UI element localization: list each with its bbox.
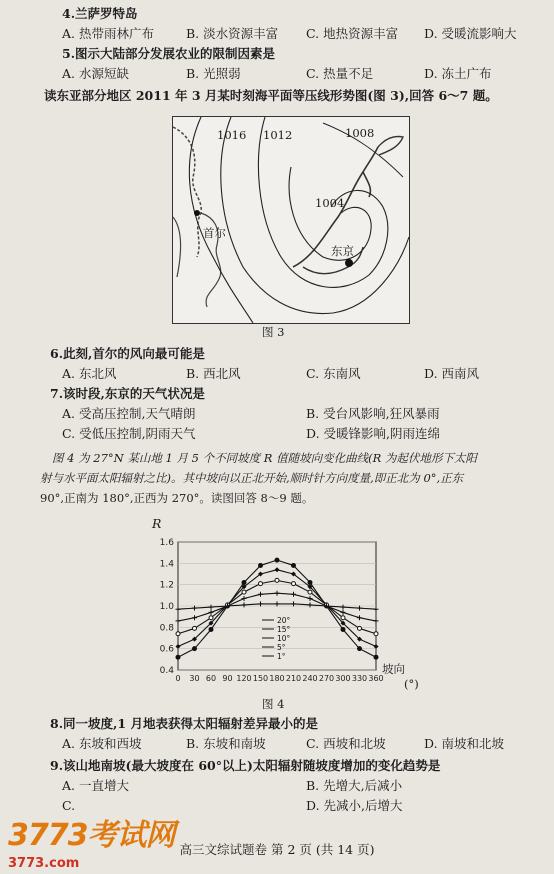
series-point <box>209 610 214 615</box>
series-point <box>291 601 296 606</box>
series-point <box>374 644 379 649</box>
isobar-label-1012: 1012 <box>263 128 293 142</box>
q9-option-c: C. <box>62 798 76 813</box>
series-point <box>275 578 279 582</box>
q9-stem: 9.该山地南坡(最大坡度在 60°以上)太阳辐射随坡度增加的变化趋势是 <box>50 758 441 773</box>
legend-label: 5° <box>277 643 286 652</box>
isobar-label-1016: 1016 <box>217 128 247 142</box>
legend-label: 15° <box>277 625 291 634</box>
series-point <box>176 618 181 623</box>
y-tick-label: 1.6 <box>159 538 174 548</box>
chart-intro-line-1: 图 4 为 27°N 某山地 1 月 5 个不同坡度 R 值随坡向变化曲线(R 为起伏地形下太阳 <box>52 451 477 465</box>
series-point <box>358 647 362 651</box>
q5-stem: 5.图示大陆部分发展农业的限制因素是 <box>62 46 276 61</box>
legend-label: 10° <box>277 634 291 643</box>
series-point <box>275 601 280 606</box>
series-point <box>242 590 246 594</box>
series-point <box>374 607 379 612</box>
q5-option-d: D. 冻土广布 <box>424 66 492 81</box>
q8-stem: 8.同一坡度,1 月地表获得太阳辐射差异最小的是 <box>50 716 318 731</box>
page-footer: 高三文综试题卷 第 2 页 (共 14 页) <box>179 842 375 857</box>
q8-option-c: C. 西坡和北坡 <box>306 736 386 751</box>
x-tick-label: 60 <box>205 674 217 683</box>
series-point <box>193 626 197 630</box>
series-point <box>275 558 279 562</box>
radiation-chart <box>150 536 382 698</box>
y-tick-label: 0.6 <box>159 644 174 655</box>
series-point <box>341 605 346 610</box>
q9-option-a: A. 一直增大 <box>62 778 129 793</box>
x-tick-label: 360 <box>368 674 384 683</box>
x-tick-label: 0 <box>175 674 181 683</box>
isobar-label-1004: 1004 <box>315 196 345 210</box>
series-point <box>259 582 263 586</box>
q9-option-b: B. 先增大,后减小 <box>306 778 403 793</box>
chart-ylabel: R <box>152 516 162 531</box>
q7-option-c: C. 受低压控制,阴雨天气 <box>62 426 196 441</box>
series-point <box>209 627 213 631</box>
q7-option-a: A. 受高压控制,天气晴朗 <box>62 406 196 421</box>
map-intro: 读东亚部分地区 2011 年 3 月某时刻海平面等压线形势图(图 3),回答 6～7 题。 <box>44 88 498 103</box>
y-tick-label: 1.4 <box>159 559 174 570</box>
q9-option-d: D. 先减小,后增大 <box>306 798 403 813</box>
series-point <box>176 644 181 649</box>
series-point <box>291 592 296 597</box>
isobar-map <box>172 116 410 324</box>
x-tick-label: 210 <box>285 674 302 683</box>
city-seoul: 首尔 <box>203 226 226 240</box>
chart-x-unit: (°) <box>404 677 419 691</box>
q6-option-d: D. 西南风 <box>424 366 480 381</box>
chart-xlabel: 坡向 <box>382 662 405 676</box>
series-point <box>209 616 213 620</box>
logo-name: 3773考试网 <box>8 818 175 853</box>
q8-option-d: D. 南坡和北坡 <box>424 736 505 751</box>
y-tick-label: 1.2 <box>159 580 174 591</box>
series-point <box>192 606 197 611</box>
series-point <box>275 567 280 572</box>
series-point <box>308 596 313 601</box>
series-point <box>192 615 197 620</box>
chart-caption: 图 4 <box>262 697 285 711</box>
x-tick-label: 90 <box>222 674 233 683</box>
series-point <box>357 615 362 620</box>
legend-label: 20° <box>277 616 291 625</box>
q5-option-b: B. 光照弱 <box>186 66 241 81</box>
legend-label: 1° <box>277 652 286 661</box>
site-logo[interactable] <box>8 810 175 871</box>
q7-option-b: B. 受台风影响,狂风暴雨 <box>306 406 440 421</box>
series-point <box>374 618 379 623</box>
q4-option-b: B. 淡水资源丰富 <box>186 26 279 41</box>
series-point <box>259 563 263 567</box>
y-tick-label: 0.8 <box>159 623 174 634</box>
series-point <box>292 563 296 567</box>
series-point <box>242 602 247 607</box>
q8-option-b: B. 东坡和南坡 <box>186 736 266 751</box>
q5-option-a: A. 水源短缺 <box>62 66 129 81</box>
series-point <box>258 592 263 597</box>
x-tick-label: 30 <box>189 674 200 683</box>
series-point <box>308 590 312 594</box>
q7-option-d: D. 受暖锋影响,阴雨连绵 <box>306 426 440 441</box>
series-point <box>242 581 246 585</box>
q7-stem: 7.该时段,东京的天气状况是 <box>50 386 205 401</box>
series-point <box>358 626 362 630</box>
x-tick-label: 330 <box>351 674 368 683</box>
series-point <box>176 607 181 612</box>
chart-intro-line-2: 射与水平面太阳辐射之比)。其中坡向以正北开始,顺时针方向度量,即正北为 0°,正东 <box>40 471 464 485</box>
city-tokyo: 东京 <box>331 244 354 258</box>
q4-option-d: D. 受暖流影响大 <box>424 26 517 41</box>
series-point <box>193 647 197 651</box>
q8-option-a: A. 东坡和西坡 <box>62 736 142 751</box>
x-tick-label: 150 <box>252 674 269 683</box>
series-point <box>374 632 378 636</box>
map-caption: 图 3 <box>262 325 285 339</box>
q4-stem: 4.兰萨罗特岛 <box>62 6 138 21</box>
chart-intro-line-3: 90°,正南为 180°,正西为 270°。读图回答 8～9 题。 <box>40 491 314 505</box>
series-point <box>341 627 345 631</box>
x-tick-label: 270 <box>318 674 335 683</box>
series-point <box>308 602 313 607</box>
q4-option-a: A. 热带雨林广布 <box>62 26 154 41</box>
series-point <box>176 655 180 659</box>
x-tick-label: 180 <box>269 674 285 683</box>
series-point <box>275 591 280 596</box>
series-point <box>209 605 214 610</box>
q6-option-a: A. 东北风 <box>62 366 117 381</box>
y-tick-label: 0.4 <box>159 666 174 676</box>
x-tick-label: 240 <box>302 674 318 683</box>
q6-option-c: C. 东南风 <box>306 366 361 381</box>
x-tick-label: 300 <box>335 674 351 683</box>
q4-option-c: C. 地热资源丰富 <box>306 26 399 41</box>
logo-url: 3773.com <box>8 856 80 871</box>
q6-stem: 6.此刻,首尔的风向最可能是 <box>50 346 205 361</box>
q6-option-b: B. 西北风 <box>186 366 241 381</box>
series-point <box>176 632 180 636</box>
series-point <box>374 655 378 659</box>
series-point <box>341 616 345 620</box>
series-point <box>292 582 296 586</box>
series-point <box>242 596 247 601</box>
series-point <box>258 601 263 606</box>
q5-option-c: C. 热量不足 <box>306 66 374 81</box>
isobar-label-1008: 1008 <box>345 126 375 140</box>
series-point <box>341 610 346 615</box>
y-tick-label: 1.0 <box>159 602 174 612</box>
series-point <box>308 581 312 585</box>
x-tick-label: 120 <box>236 674 252 683</box>
series-point <box>357 606 362 611</box>
